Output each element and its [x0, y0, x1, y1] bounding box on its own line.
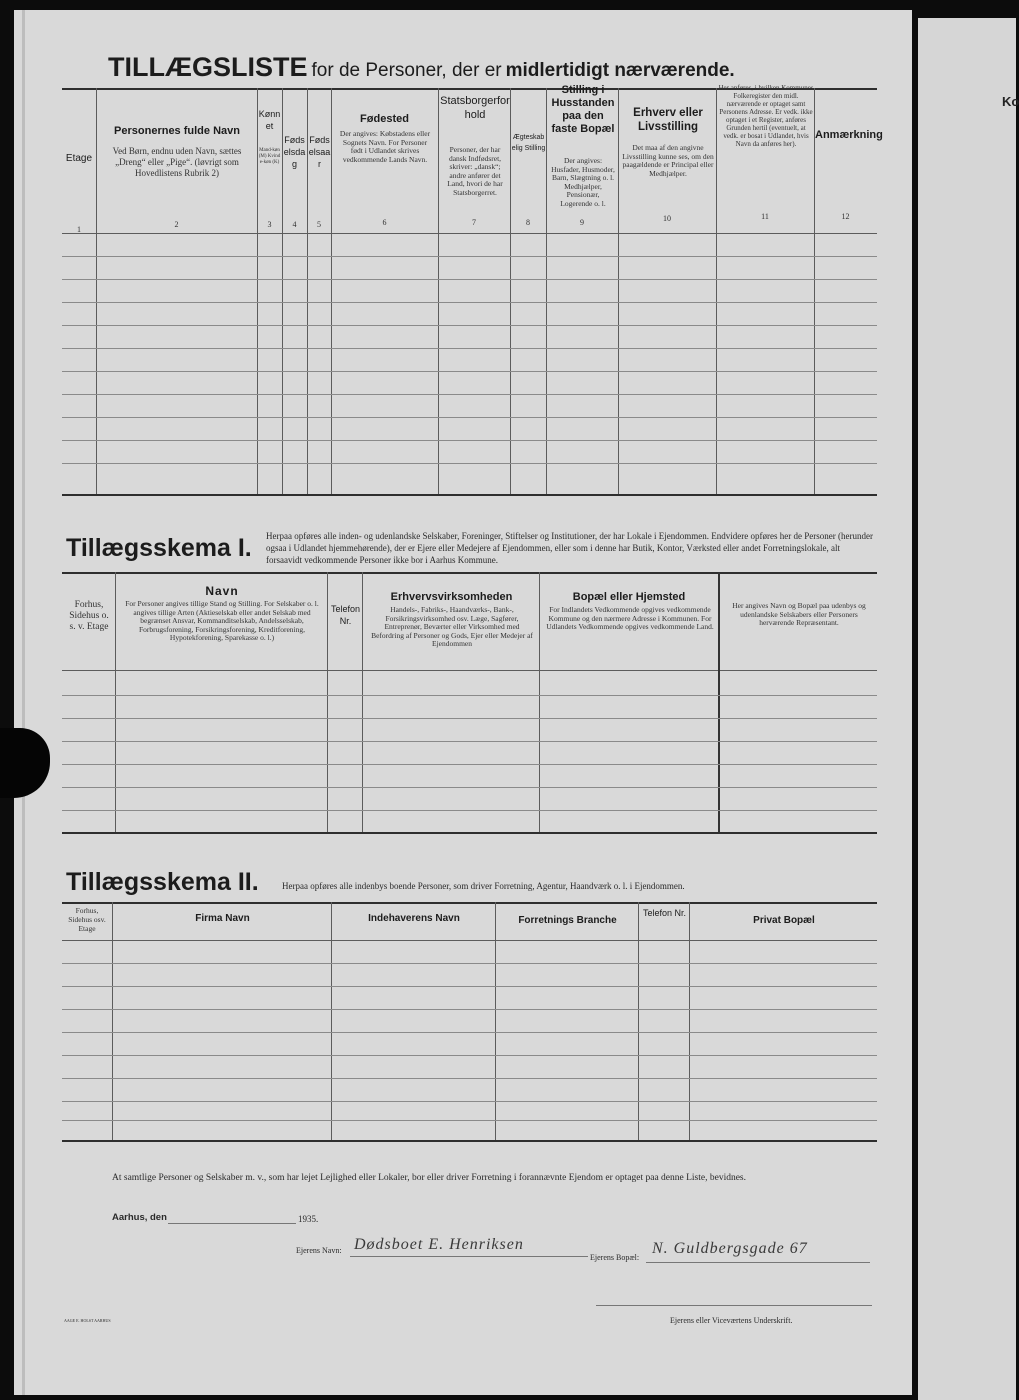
table-row-line: [62, 463, 877, 464]
schema1-col-divider: [718, 572, 720, 832]
printer-mark: AAGE E. HOLST AARHUS: [64, 1318, 111, 1323]
schema1-col-business-head: Erhvervsvirksomheden: [390, 591, 513, 603]
col-number: 4: [292, 220, 297, 229]
schema2-title: Tillægsskema II.: [66, 868, 259, 896]
col-birthday-head: Fødselsdag: [283, 135, 306, 169]
col-etage-head: Etage: [65, 153, 93, 164]
schema1-col-divider: [327, 572, 328, 832]
col-birthplace-sub: Der angives: Købstadens eller Sognets Navn. For Personer født i Udlandet skrives vedkommende Lands Navn.: [339, 129, 431, 164]
page-title: [108, 52, 735, 83]
main-col-divider: [546, 88, 547, 494]
table-row-line: [62, 810, 877, 811]
col-number: 7: [472, 218, 476, 227]
schema1-header-bottom: [62, 670, 877, 671]
schema1-col-business-sub: Handels-, Fabriks-, Haandværks-, Bank-, Forsikringsvirksomhed osv. Læge, Sagfører, Entreprenør, Beværter eller Virksomhed med Befordring af Personer og Gods, Ejer eller Medejer af Ejendommen: [371, 605, 533, 648]
schema1-col-representative-sub: Her angives Navn og Bopæl paa udenbys og udenlandske Selskabers eller Personers herværende Repræsentant.: [732, 601, 866, 627]
title-bold: TILLÆGSLISTE: [108, 52, 308, 82]
table-row-line: [62, 1120, 877, 1121]
main-col-divider: [331, 88, 332, 494]
table-row-line: [62, 302, 877, 303]
main-col-divider: [438, 88, 439, 494]
main-table-bottom: [62, 494, 877, 496]
main-table-header-bottom: [62, 233, 877, 234]
table-row-line: [62, 787, 877, 788]
table-row-line: [62, 279, 877, 280]
title-bold2: midlertidigt nærværende.: [505, 60, 735, 81]
next-page-text: Ko: [1002, 94, 1019, 109]
table-row-line: [62, 1032, 877, 1033]
schema1-col-name-sub: For Personer angives tillige Stand og Stilling. For Selskaber o. l. angives tillige Arten (Aktieselskab eller andet Selskab med begrænset Ansvar, Kommanditselskab, Andelsselskab, Forbrugsforening, Forsikringsforening, Kreditforening, Hypotekforening, Sparekasse o. l.): [125, 599, 319, 642]
main-col-divider: [618, 88, 619, 494]
table-row-line: [62, 371, 877, 372]
col-name-sub: Ved Børn, endnu uden Navn, sættes „Dreng“ eller „Pige“. (løvrigt som Hovedlistens Rubrik 2): [112, 146, 242, 178]
table-row-line: [62, 1078, 877, 1079]
owner-address-label: Ejerens Bopæl:: [590, 1253, 640, 1262]
signature-line: [596, 1305, 872, 1306]
schema2-col-firm: Firma Navn: [195, 913, 250, 924]
schema2-col-divider: [112, 902, 113, 1140]
schema1-col-divider: [539, 572, 540, 832]
schema2-col-divider: [689, 902, 690, 1140]
schema1-col-divider: [115, 572, 116, 832]
col-gender-sub: Mand-køn (M) Kvinde-køn (K): [258, 148, 281, 165]
col-household-head: Stilling i Husstanden paa den faste Bopæl: [551, 84, 615, 135]
col-citizenship-head: Statsborgerforhold: [440, 95, 510, 121]
owner-name-line: [350, 1256, 588, 1257]
table-row-line: [62, 325, 877, 326]
table-row-line: [62, 1009, 877, 1010]
schema2-bottom: [62, 1140, 877, 1142]
col-household-sub: Der angives: Husfader, Husmoder, Barn, Slægtning o. l. Medhjælper, Pensionær, Logerende o. l.: [551, 156, 615, 208]
col-birthplace-head: Fødested: [360, 113, 409, 125]
schema1-col-divider: [362, 572, 363, 832]
col-number: 9: [580, 218, 584, 227]
col-number: 6: [382, 218, 387, 227]
table-row-line: [62, 986, 877, 987]
schema1-top: [62, 572, 877, 574]
col-number: 5: [317, 220, 321, 229]
footer-declaration: At samtlige Personer og Selskaber m. v., som har lejet Lejlighed eller Lokaler, bor eller driver Forretning i forannævnte Ejendom er optaget paa denne Liste, bevidnes.: [112, 1173, 746, 1183]
col-number: 2: [174, 220, 179, 229]
table-row-line: [62, 256, 877, 257]
table-row-line: [62, 394, 877, 395]
schema2-col-owner: Indehaverens Navn: [368, 913, 460, 924]
signature-label: Ejerens eller Viceværtens Underskrift.: [670, 1316, 793, 1325]
footer-year: 1935.: [298, 1214, 319, 1224]
table-row-line: [62, 963, 877, 964]
table-row-line: [62, 695, 877, 696]
schema2-col-etage: Forhus, Sidehus osv. Etage: [68, 906, 106, 933]
schema2-col-branch: Forretnings Branche: [518, 915, 617, 926]
schema1-bottom: [62, 832, 877, 834]
schema2-top: [62, 902, 877, 904]
main-col-divider: [814, 88, 815, 494]
table-row-line: [62, 417, 877, 418]
col-number: 8: [526, 218, 530, 227]
schema2-col-divider: [638, 902, 639, 1140]
col-remarks-head: Anmærkning: [815, 129, 883, 141]
schema2-col-address: Privat Bopæl: [753, 915, 815, 926]
page-edge: [22, 10, 25, 1395]
next-page: [918, 18, 1019, 1400]
schema2-blurb: Herpaa opføres alle indenbys boende Personer, som driver Forretning, Agentur, Haandværk o. l. i Ejendommen.: [282, 881, 685, 891]
col-number: 12: [841, 212, 850, 221]
schema2-col-divider: [331, 902, 332, 1140]
col-occupation-head: Erhverv eller Livsstilling: [633, 107, 703, 133]
col-birthyear-head: Fødselsaar: [308, 135, 331, 169]
table-row-line: [62, 741, 877, 742]
owner-address-handwriting: N. Guldbergsgade 67: [652, 1240, 808, 1257]
table-row-line: [62, 348, 877, 349]
footer-place: Aarhus, den: [112, 1212, 167, 1223]
schema1-col-etage: Forhus, Sidehus o. s. v. Etage: [69, 600, 109, 632]
owner-address-line: [646, 1262, 870, 1263]
owner-name-label: Ejerens Navn:: [296, 1246, 342, 1255]
table-row-line: [62, 1055, 877, 1056]
schema1-col-residence-sub: For Indlandets Vedkommende opgives vedkommende Kommune og den nærmere Adresse i Kommunen. For Udlandets Vedkommende opgives vedkommende Land.: [546, 605, 714, 631]
col-citizenship-sub: Personer, der har dansk Indfødsret, skriver: „dansk“; andre anfører det Land, hvori de har Statsborgerret.: [447, 145, 503, 197]
col-number: 10: [663, 214, 671, 223]
schema1-title: Tillægsskema I.: [66, 534, 252, 562]
col-name-head: Personernes fulde Navn: [114, 125, 240, 137]
schema2-col-phone: Telefon Nr.: [642, 908, 687, 918]
table-row-line: [62, 1101, 877, 1102]
schema1-col-residence-head: Bopæl eller Hjemsted: [572, 591, 686, 603]
col-gender-head: Kønnet: [258, 109, 281, 131]
owner-name-signature: Dødsboet E. Henriksen: [354, 1236, 524, 1253]
col-number: 11: [761, 212, 769, 221]
table-row-line: [62, 764, 877, 765]
table-row-line: [62, 440, 877, 441]
schema1-blurb: Herpaa opføres alle inden- og udenlandske Selskaber, Foreninger, Stiftelser og Institutioner, der har Lokale i Ejendommen. Endvidere opføres her de Personer (herunder ogsaa i Udlandet hjemmehørende), der er Ejere eller Medejere af Ejendommen, eller som i denne har Butik, Kontor, Værksted eller andet Forretningslokale, alt forsaavidt vedkommende Personer ikke bor i Aarhus Kommune.: [266, 531, 873, 565]
col-occupation-sub: Det maa af den angivne Livsstilling kunne ses, om den paagældende er Principal eller Medhjælper.: [622, 143, 714, 178]
col-marital-head: Ægteskabelig Stilling: [511, 134, 546, 152]
col-number: 1: [77, 225, 81, 234]
date-line: [168, 1223, 296, 1224]
schema2-header-bottom: [62, 940, 877, 941]
schema1-col-name-head: Navn: [205, 584, 239, 598]
schema2-col-divider: [495, 902, 496, 1140]
col-number: 3: [267, 220, 272, 229]
title-rest: for de Personer, der er: [311, 60, 502, 81]
main-col-divider: [96, 88, 97, 494]
schema1-col-phone: Telefon Nr.: [330, 604, 361, 626]
table-row-line: [62, 718, 877, 719]
col-address-sub: Her anføres, i hvilken Kommunes Folkeregister den midl. nærværende er optaget samt Personens Adresse. Er vedk. ikke optaget i et Register, anføres Grunden hertil (eventuelt, at vedk. er bosat i Udlandet, hvis Navn da anføres her).: [718, 84, 814, 148]
main-col-divider: [716, 88, 717, 494]
